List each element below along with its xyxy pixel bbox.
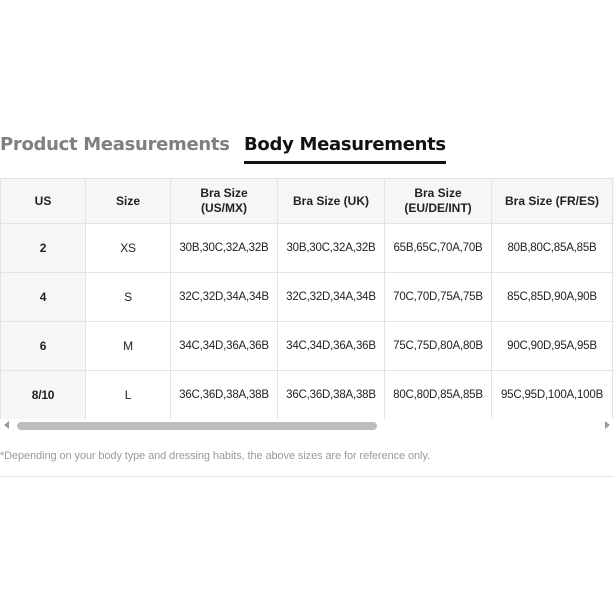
cell-bra-eu: 75C,75D,80A,80B bbox=[385, 322, 492, 371]
header-bra-size-us-mx-line1: Bra Size bbox=[200, 186, 248, 200]
cell-size: S bbox=[86, 273, 171, 322]
header-us bbox=[1, 179, 86, 224]
cell-bra-uk: 32C,32D,34A,34B bbox=[278, 273, 385, 322]
cell-bra-fr-es: 90C,90D,95A,95B bbox=[492, 322, 613, 371]
tab-product-measurements[interactable]: Product Measurements bbox=[0, 134, 230, 155]
cell-bra-us-mx: 36C,36D,38A,38B bbox=[171, 371, 278, 420]
cell-bra-us-mx: 30B,30C,32A,32B bbox=[171, 224, 278, 273]
header-bra-size-fr-es bbox=[492, 179, 613, 224]
cell-bra-eu: 65B,65C,70A,70B bbox=[385, 224, 492, 273]
table-row bbox=[1, 371, 614, 420]
header-bra-size-us-mx bbox=[171, 179, 278, 224]
header-size-label: Size bbox=[115, 193, 140, 208]
cell-bra-eu: 80C,80D,85A,85B bbox=[385, 371, 492, 420]
cell-bra-eu: 70C,70D,75A,75B bbox=[385, 273, 492, 322]
header-bra-size-eu-line1: Bra Size bbox=[414, 186, 462, 200]
size-table bbox=[0, 178, 614, 419]
tab-body-measurements[interactable]: Body Measurements bbox=[244, 134, 446, 164]
table-row bbox=[1, 273, 614, 322]
horizontal-scrollbar[interactable] bbox=[0, 420, 614, 434]
size-table-viewport bbox=[0, 178, 614, 419]
table-row bbox=[1, 224, 614, 273]
table-row bbox=[1, 322, 614, 371]
header-us-label: US bbox=[34, 193, 52, 208]
header-bra-size-uk bbox=[278, 179, 385, 224]
cell-bra-fr-es: 95C,95D,100A,100B bbox=[492, 371, 613, 420]
scrollbar-thumb[interactable] bbox=[17, 422, 377, 430]
header-bra-size-eu-line2: (EU/DE/INT) bbox=[404, 201, 472, 215]
header-bra-size-us-mx-line2: (US/MX) bbox=[201, 201, 247, 215]
cell-bra-uk: 36C,36D,38A,38B bbox=[278, 371, 385, 420]
cell-us: 2 bbox=[1, 224, 86, 273]
scroll-right-arrow-icon[interactable] bbox=[605, 421, 610, 429]
cell-us: 4 bbox=[1, 273, 86, 322]
cell-bra-uk: 30B,30C,32A,32B bbox=[278, 224, 385, 273]
cell-us: 8/10 bbox=[1, 371, 86, 420]
cell-size: L bbox=[86, 371, 171, 420]
cell-size: M bbox=[86, 322, 171, 371]
header-bra-size-fr-es-label: Bra Size (FR/ES) bbox=[504, 193, 600, 208]
cell-bra-uk: 34C,34D,36A,36B bbox=[278, 322, 385, 371]
scroll-left-arrow-icon[interactable] bbox=[4, 421, 9, 429]
cell-us: 6 bbox=[1, 322, 86, 371]
size-reference-footnote: *Depending on your body type and dressing habits, the above sizes are for reference only. bbox=[0, 450, 430, 462]
cell-bra-fr-es: 80B,80C,85A,85B bbox=[492, 224, 613, 273]
table-header-row bbox=[1, 179, 614, 224]
header-bra-size-eu bbox=[385, 179, 492, 224]
cell-size: XS bbox=[86, 224, 171, 273]
cell-bra-us-mx: 34C,34D,36A,36B bbox=[171, 322, 278, 371]
cell-bra-us-mx: 32C,32D,34A,34B bbox=[171, 273, 278, 322]
header-size bbox=[86, 179, 171, 224]
cell-bra-fr-es: 85C,85D,90A,90B bbox=[492, 273, 613, 322]
section-divider bbox=[0, 476, 614, 477]
header-bra-size-uk-label: Bra Size (UK) bbox=[292, 193, 369, 208]
